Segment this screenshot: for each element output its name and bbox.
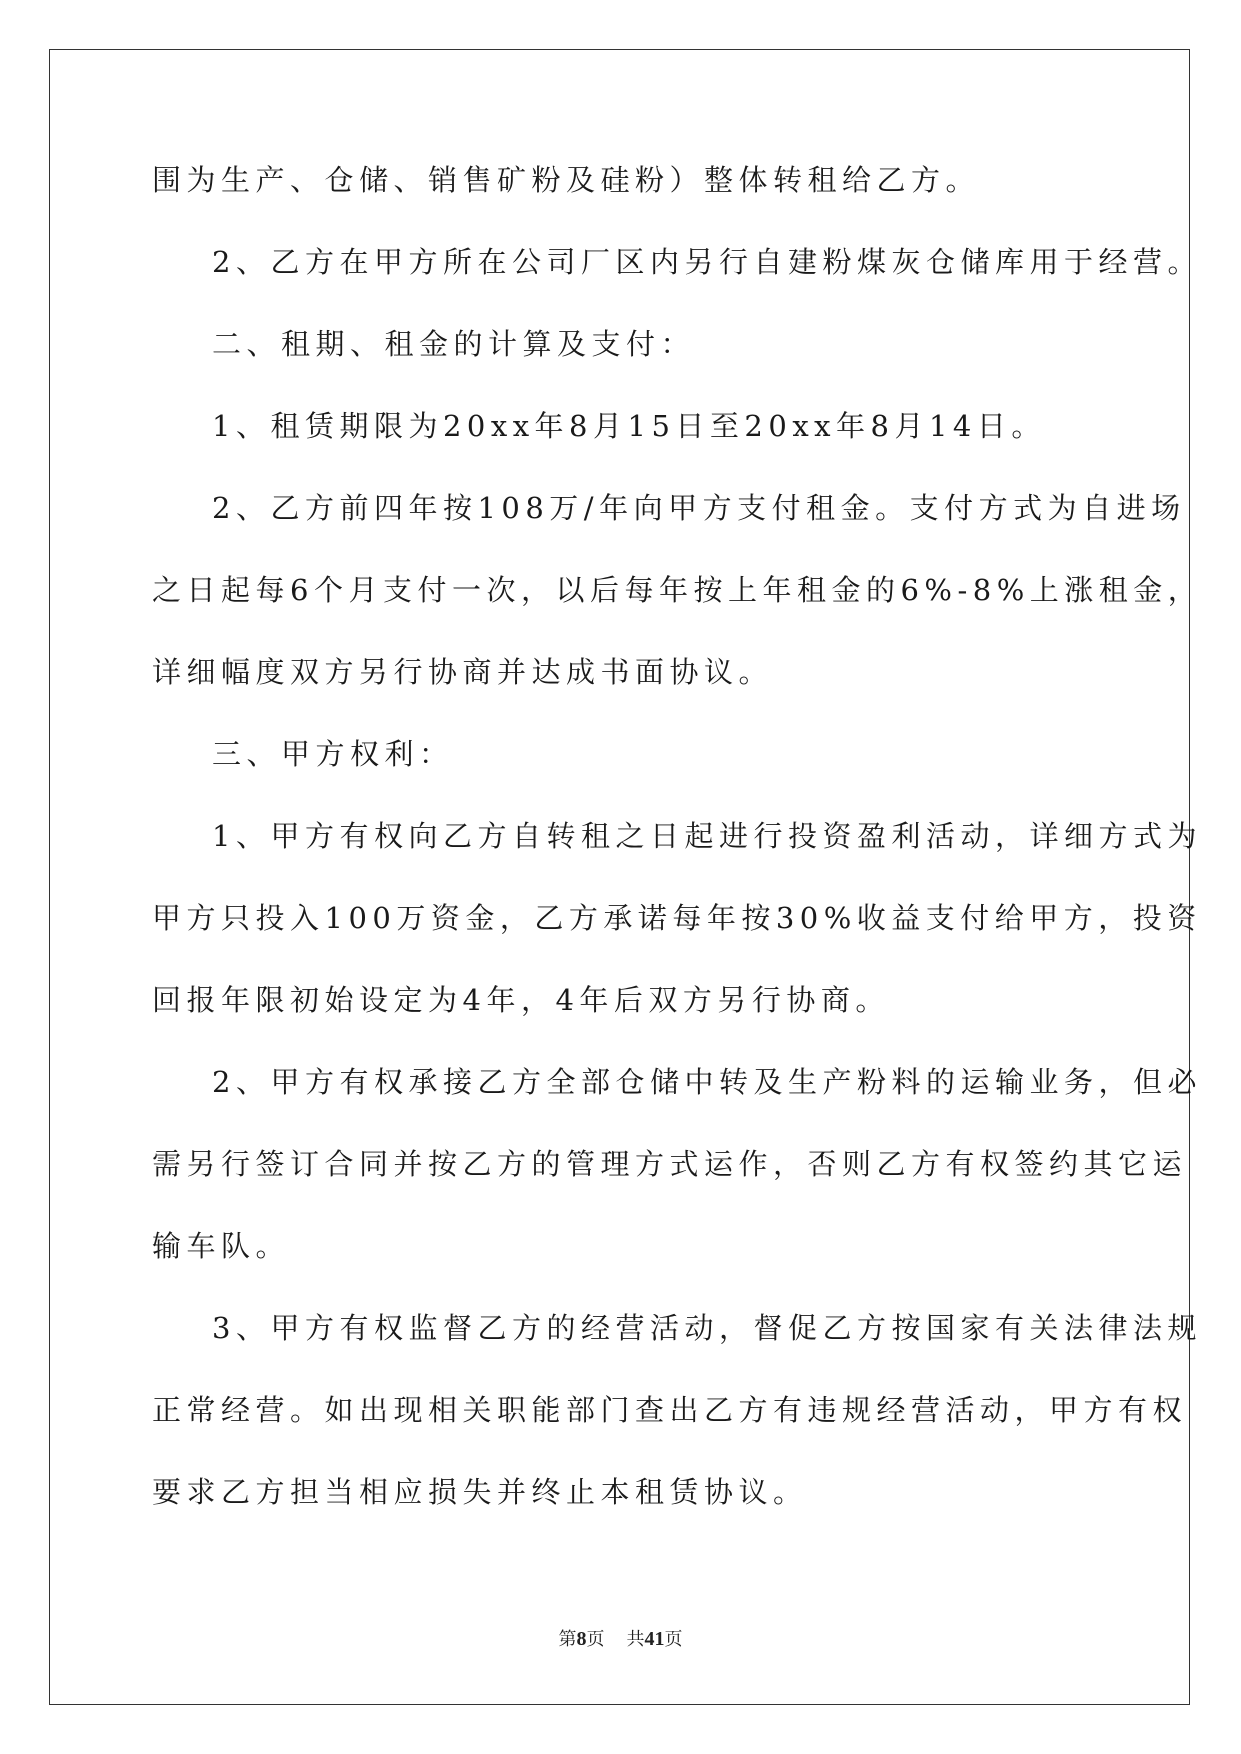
text-line: 1、甲方有权向乙方自转租之日起进行投资盈利活动，详细方式为 [212,819,1202,853]
text-line: 甲方只投入100万资金，乙方承诺每年按30%收益支付给甲方，投资 [152,901,1202,935]
page-number: 8 [576,1628,587,1650]
text-line: 需另行签订合同并按乙方的管理方式运作，否则乙方有权签约其它运 [152,1147,1188,1181]
text-line: 围为生产、仓储、销售矿粉及硅粉）整体转租给乙方。 [152,163,981,197]
text-line: 详细幅度双方另行协商并达成书面协议。 [152,655,774,689]
text-line: 2、甲方有权承接乙方全部仓储中转及生产粉料的运输业务，但必 [212,1065,1202,1099]
page-prefix: 第 [558,1629,577,1650]
total-pages: 41 [644,1628,665,1650]
text-line: 要求乙方担当相应损失并终止本租赁协议。 [152,1475,808,1509]
text-line: 输车队。 [152,1229,291,1263]
text-line: 2、乙方在甲方所在公司厂区内另行自建粉煤灰仓储库用于经营。 [212,245,1202,279]
total-prefix: 共 [626,1629,645,1650]
text-line: 正常经营。如出现相关职能部门查出乙方有违规经营活动，甲方有权 [152,1393,1188,1427]
page-footer [0,1627,1241,1652]
page-border [49,49,1190,1705]
text-line: 回报年限初始设定为4年，4年后双方另行协商。 [152,983,890,1017]
section-heading: 三、甲方权利： [212,737,454,771]
text-line: 1、租赁期限为20xx年8月15日至20xx年8月14日。 [212,409,1046,443]
page-suffix: 页 [586,1629,605,1650]
total-suffix: 页 [664,1629,683,1650]
text-line: 2、乙方前四年按108万/年向甲方支付租金。支付方式为自进场 [212,491,1186,525]
text-line: 之日起每6个月支付一次，以后每年按上年租金的6%-8%上涨租金， [152,573,1203,607]
section-heading: 二、租期、租金的计算及支付： [212,327,696,361]
text-line: 3、甲方有权监督乙方的经营活动，督促乙方按国家有关法律法规 [212,1311,1202,1345]
